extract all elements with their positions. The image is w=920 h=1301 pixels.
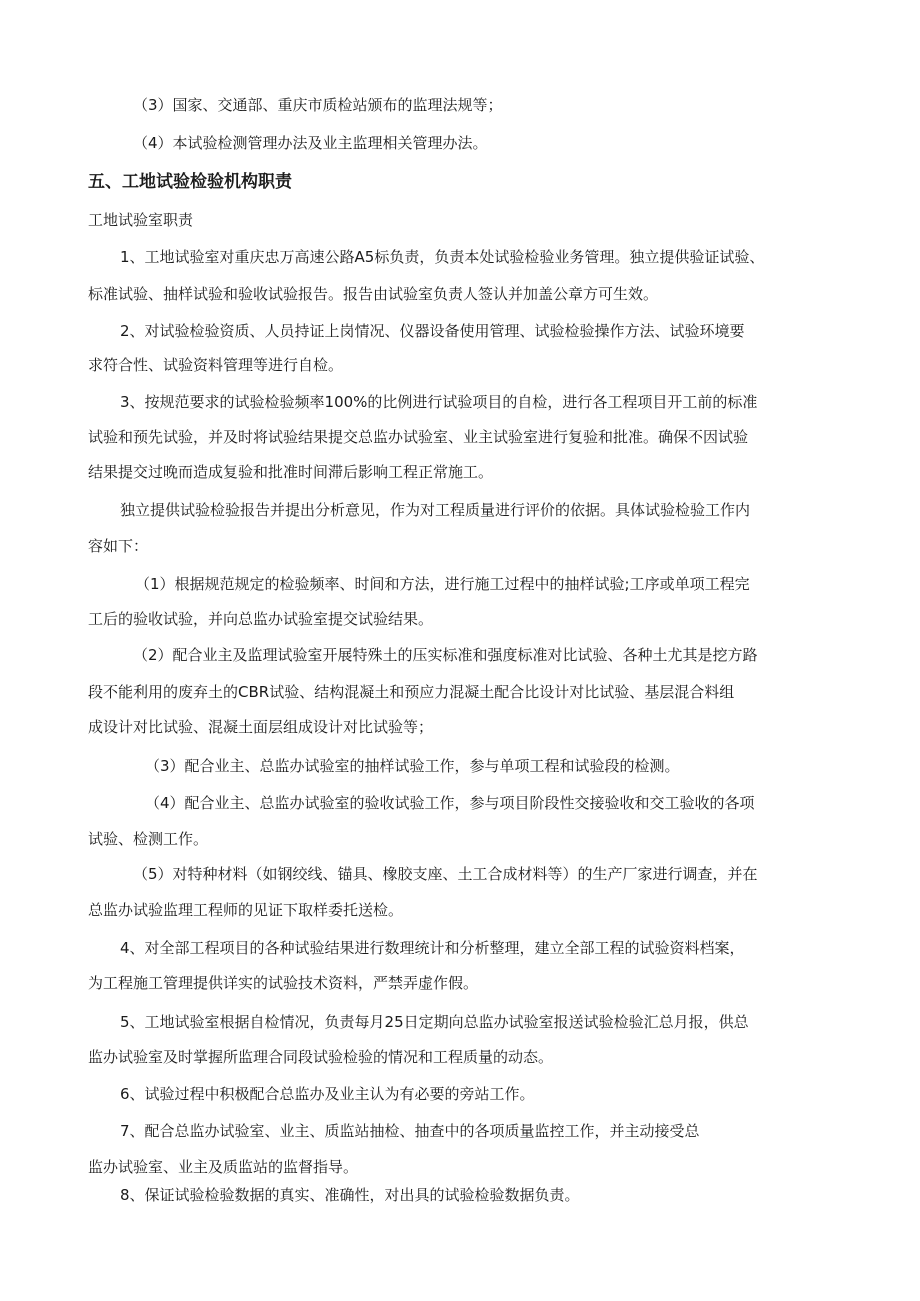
section-title: 五、工地试验检验机构职责: [88, 172, 292, 192]
paragraph-4-line-2: 容如下：: [88, 537, 149, 555]
paragraph-8-line-1: 7、配合总监办试验室、业主、质监站抽检、抽查中的各项质量监控工作，并主动接受总: [120, 1122, 700, 1140]
subitem-4-line-2: 试验、检测工作。: [88, 830, 209, 848]
subitem-1-line-2: 工后的验收试验，并向总监办试验室提交试验结果。: [88, 610, 434, 628]
intro-item-3: （3）国家、交通部、重庆市质检站颁布的监理法规等；: [133, 96, 503, 114]
intro-item-4: （4）本试验检测管理办法及业主监理相关管理办法。: [133, 134, 488, 152]
paragraph-1-line-1: 1、工地试验室对重庆忠万高速公路A5标负责，负责本处试验检验业务管理。独立提供验证试验、: [120, 248, 765, 266]
paragraph-5-line-1: 4、对全部工程项目的各种试验结果进行数理统计和分析整理，建立全部工程的试验资料档案，: [120, 939, 745, 957]
subitem-2-line-1: （2）配合业主及监理试验室开展特殊土的压实标准和强度标准对比试验、各种土尤其是挖方路: [133, 646, 758, 664]
paragraph-6-line-1: 5、工地试验室根据自检情况，负责每月25日定期向总监办试验室报送试验检验汇总月报，供总: [120, 1013, 749, 1031]
subsection-title: 工地试验室职责: [88, 211, 194, 229]
paragraph-9-line-1: 8、保证试验检验数据的真实、准确性，对出具的试验检验数据负责。: [120, 1186, 580, 1204]
paragraph-7-line-1: 6、试验过程中积极配合总监办及业主认为有必要的旁站工作。: [120, 1085, 535, 1103]
subitem-5-line-2: 总监办试验监理工程师的见证下取样委托送检。: [88, 901, 404, 919]
paragraph-8-line-2: 监办试验室、业主及质监站的监督指导。: [88, 1158, 359, 1176]
paragraph-3-line-3: 结果提交过晚而造成复验和批准时间滞后影响工程正常施工。: [88, 463, 494, 481]
paragraph-5-line-2: 为工程施工管理提供详实的试验技术资料，严禁弄虚作假。: [88, 974, 479, 992]
paragraph-6-line-2: 监办试验室及时掌握所监理合同段试验检验的情况和工程质量的动态。: [88, 1048, 554, 1066]
paragraph-3-line-2: 试验和预先试验，并及时将试验结果提交总监办试验室、业主试验室进行复验和批准。确保不因试验: [88, 428, 749, 446]
subitem-2-line-3: 成设计对比试验、混凝土面层组成设计对比试验等；: [88, 718, 434, 736]
paragraph-2-line-1: 2、对试验检验资质、人员持证上岗情况、仪器设备使用管理、试验检验操作方法、试验环境要: [120, 322, 745, 340]
subitem-3-line-1: （3）配合业主、总监办试验室的抽样试验工作，参与单项工程和试验段的检测。: [145, 757, 680, 775]
paragraph-1-line-2: 标准试验、抽样试验和验收试验报告。报告由试验室负责人签认并加盖公章方可生效。: [88, 285, 659, 303]
paragraph-3-line-1: 3、按规范要求的试验检验频率100%的比例进行试验项目的自检，进行各工程项目开工前的标准: [120, 393, 758, 411]
subitem-2-line-2: 段不能利用的废弃土的CBR试验、结构混凝土和预应力混凝土配合比设计对比试验、基层混合料组: [88, 683, 735, 701]
paragraph-2-line-2: 求符合性、试验资料管理等进行自检。: [88, 356, 344, 374]
paragraph-4-line-1: 独立提供试验检验报告并提出分析意见，作为对工程质量进行评价的依据。具体试验检验工作内: [120, 501, 751, 519]
subitem-4-line-1: （4）配合业主、总监办试验室的验收试验工作，参与项目阶段性交接验收和交工验收的各项: [145, 794, 755, 812]
subitem-1-line-1: （1）根据规范规定的检验频率、时间和方法，进行施工过程中的抽样试验;工序或单项工程完: [135, 575, 750, 593]
subitem-5-line-1: （5）对特种材料（如钢绞线、锚具、橡胶支座、土工合成材料等）的生产厂家进行调查，并在: [133, 865, 758, 883]
